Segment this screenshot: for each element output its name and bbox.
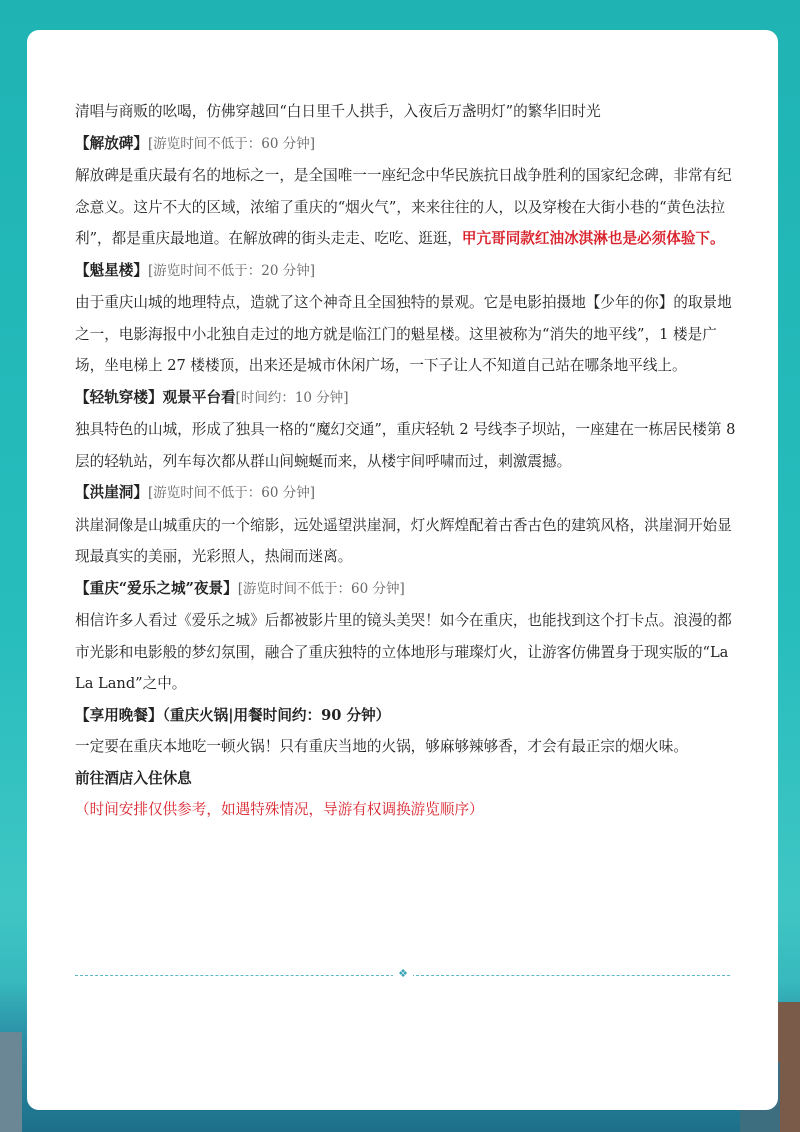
section-heading-jiefangbei	[75, 128, 740, 161]
duration-note: [时间约：10 分钟]	[235, 389, 349, 406]
duration-note: [游览时间不低于：20 分钟]	[147, 262, 315, 279]
section-heading-kuixinglou	[75, 255, 740, 288]
section-body-night: 相信许多人看过《爱乐之城》后都被影片里的镜头美哭！如今在重庆，也能找到这个打卡点。浪漫的都市光影和电影般的梦幻氛围，融合了重庆独特的立体地形与璀璨灯火，让游客仿佛置身于现实版的“La La Land”之中。	[75, 612, 732, 692]
section-heading-hongyadong	[75, 477, 740, 510]
section-heading-qinggui	[75, 382, 740, 415]
section-title: 【魁星楼】	[75, 261, 148, 279]
duration-note: [游览时间不低于：60 分钟]	[147, 485, 315, 501]
body-text: 解放碑是重庆最有名的地标之一，是全国唯一一座纪念中华民族抗日战争胜利的国家纪念碑，非常有纪念意义。这片不大的区域，浓缩了重庆的“烟火气”，来来往往的人，以及穿梭在大街小巷的“黄色法拉利”，都是重庆最地道。在解放碑的街头走走、吃吃、逛逛，	[75, 167, 732, 247]
section-body-jiefangbei	[75, 160, 740, 255]
section-title: 【重庆“爱乐之城”夜景】	[75, 579, 238, 597]
section-body-hongyadong: 洪崖洞像是山城重庆的一个缩影，远处遥望洪崖洞，灯火辉煌配着古香古色的建筑风格，洪崖洞开始显现最真实的美丽，光彩照人，热闹而迷离。	[75, 516, 732, 565]
section-body-qinggui: 独具特色的山城，形成了独具一格的“魔幻交通”，重庆轻轨 2 号线李子坝站，一座建在一栋居民楼第 8 层的轻轨站，列车每次都从群山间蜿蜒而来，从楼宇间呼啸而过，刺激震撼。	[75, 421, 736, 470]
section-body-kuixinglou: 由于重庆山城的地理特点，造就了这个神奇且全国独特的景观。它是电影拍摄地【少年的你】的取景地之一，电影海报中小北独自走过的地方就是临江门的魁星楼。这里被称为“消失的地平线”，1 楼是广场，坐电梯上 27 楼楼顶，出来还是城市休闲广场，一下子让人不知道自己站在哪条地平线上。	[75, 294, 732, 374]
section-heading-night	[75, 573, 740, 606]
duration-note: [游览时间不低于：60 分钟]	[147, 135, 315, 152]
section-title: 【洪崖洞】	[75, 484, 148, 501]
background-building	[0, 1032, 22, 1132]
section-title: 【享用晚餐】（重庆火锅|用餐时间约：90 分钟）	[75, 706, 391, 724]
section-title: 【解放碑】	[75, 134, 148, 152]
itinerary-content	[75, 96, 740, 826]
duration-note: [游览时间不低于：60 分钟]	[237, 580, 405, 597]
section-title: 【轻轨穿楼】观景平台看	[75, 388, 236, 406]
disclaimer: （时间安排仅供参考，如遇特殊情况，导游有权调换游览顺序）	[75, 801, 484, 818]
intro-paragraph: 清唱与商贩的吆喝，仿佛穿越回“白日里千人拱手，入夜后万盏明灯”的繁华旧时光	[75, 103, 601, 120]
section-heading-dinner	[75, 700, 740, 732]
highlight-text: 甲亢哥同款红油冰淇淋也是必须体验下。	[461, 230, 725, 247]
section-body-dinner: 一定要在重庆本地吃一顿火锅！只有重庆当地的火锅，够麻够辣够香，才会有最正宗的烟火味。	[75, 738, 688, 755]
hotel-line: 前往酒店入住休息	[75, 769, 192, 787]
diamond-ornament-icon: ❖	[393, 968, 413, 980]
